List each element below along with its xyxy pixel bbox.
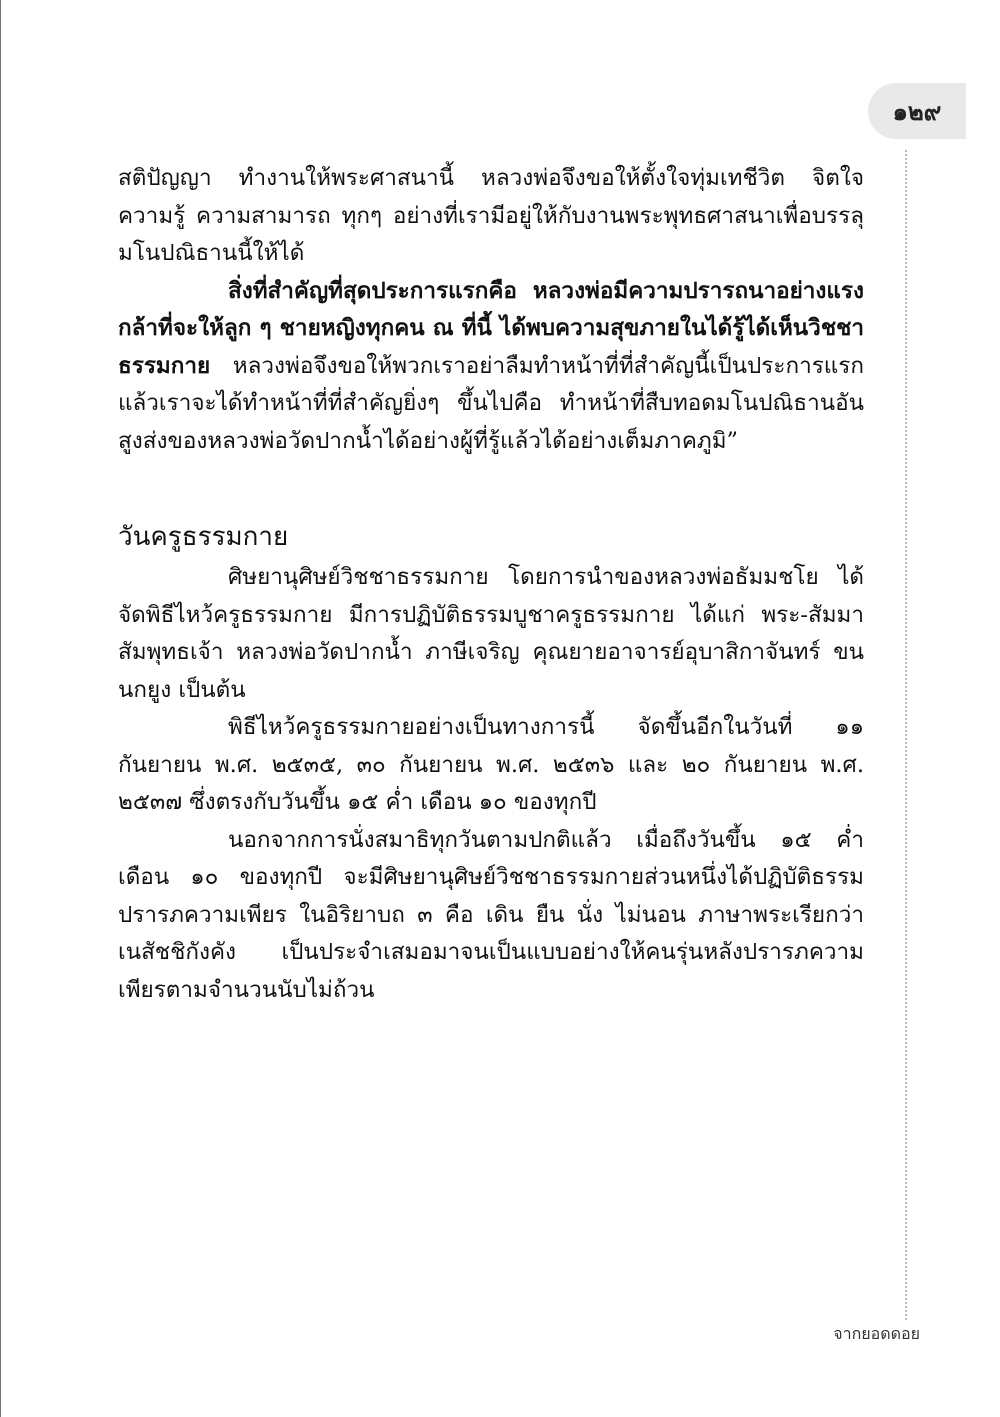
paragraph-emphasis bbox=[118, 273, 864, 461]
page-border-left bbox=[0, 0, 1, 1417]
section-heading: วันครูธรรมกาย bbox=[118, 522, 289, 552]
section-paragraph-3: นอกจากการนั่งสมาธิทุกวันตามปกติแล้ว เมื่อถึงวันขึ้น ๑๕ ค่ำ เดือน ๑๐ ของทุกปี จะมีศิษยานุศิษย์วิชชาธรรมกายส่วนหนึ่งได้ปฏิบัติธรรมปรารภความเพียร ในอิริยาบถ ๓ คือ เดิน ยืน นั่ง ไม่นอน ภาษาพระเรียกว่า เนสัชชิกังคัง เป็นประจำเสมอมาจนเป็นแบบอย่างให้คนรุ่นหลังปรารภความเพียรตามจำนวนนับไม่ถ้วน bbox=[118, 826, 864, 1003]
page-content bbox=[118, 160, 864, 1009]
page-number: ๑๒๙ bbox=[892, 96, 942, 126]
section-paragraph-1: ศิษยานุศิษย์วิชชาธรรมกาย โดยการนำของหลวงพ่อธัมมชโย ได้จัดพิธีไหว้ครูธรรมกาย มีการปฏิบัติธรรมบูชาครูธรรมกาย ได้แก่ พระ-สัมมาสัมพุทธเจ้า หลวงพ่อวัดปากน้ำ ภาษีเจริญ คุณยายอาจารย์อุบาสิกาจันทร์ ขนนกยูง เป็นต้น bbox=[118, 564, 864, 703]
paragraph-continuation: สติปัญญา ทำงานให้พระศาสนานี้ หลวงพ่อจึงขอให้ตั้งใจทุ่มเทชีวิต จิตใจ ความรู้ ความสามารถ ทุกๆ อย่างที่เรามีอยู่ให้กับงานพระพุทธศาสนาเพื่อบรรลุมโนปณิธานนี้ให้ได้ bbox=[118, 165, 864, 266]
paragraph-emphasis-rest: หลวงพ่อจึงขอให้พวกเราอย่าลืมทำหน้าที่ที่สำคัญนี้เป็นประการแรก แล้วเราจะได้ทำหน้าที่ที่สำคัญยิ่งๆ ขึ้นไปคือ ทำหน้าที่สืบทอดมโนปณิธานอันสูงส่งของหลวงพ่อวัดปากน้ำได้อย่างผู้ที่รู้แล้วได้อย่างเต็มภาคภูมิ” bbox=[118, 352, 864, 454]
dotted-margin-rule bbox=[905, 150, 907, 1320]
section-paragraph-2: พิธีไหว้ครูธรรมกายอย่างเป็นทางการนี้ จัดขึ้นอีกในวันที่ ๑๑ กันยายน พ.ศ. ๒๕๓๕, ๓๐ กันยายน พ.ศ. ๒๕๓๖ และ ๒๐ กันยายน พ.ศ. ๒๕๓๗ ซึ่งตรงกับวันขึ้น ๑๕ ค่ำ เดือน ๑๐ ของทุกปี bbox=[118, 714, 864, 815]
bold-statement: สิ่งที่สำคัญที่สุดประการแรกคือ หลวงพ่อมีความปรารถนาอย่างแรงกล้าที่จะให้ลูก ๆ ชายหญิงทุกคน ณ ที่นี้ ได้พบความสุขภายในได้รู้ได้เห็นวิชชาธรรมกาย bbox=[118, 277, 864, 379]
footer-book-title: จากยอดดอย bbox=[833, 1324, 920, 1343]
page-number-badge bbox=[868, 83, 966, 139]
